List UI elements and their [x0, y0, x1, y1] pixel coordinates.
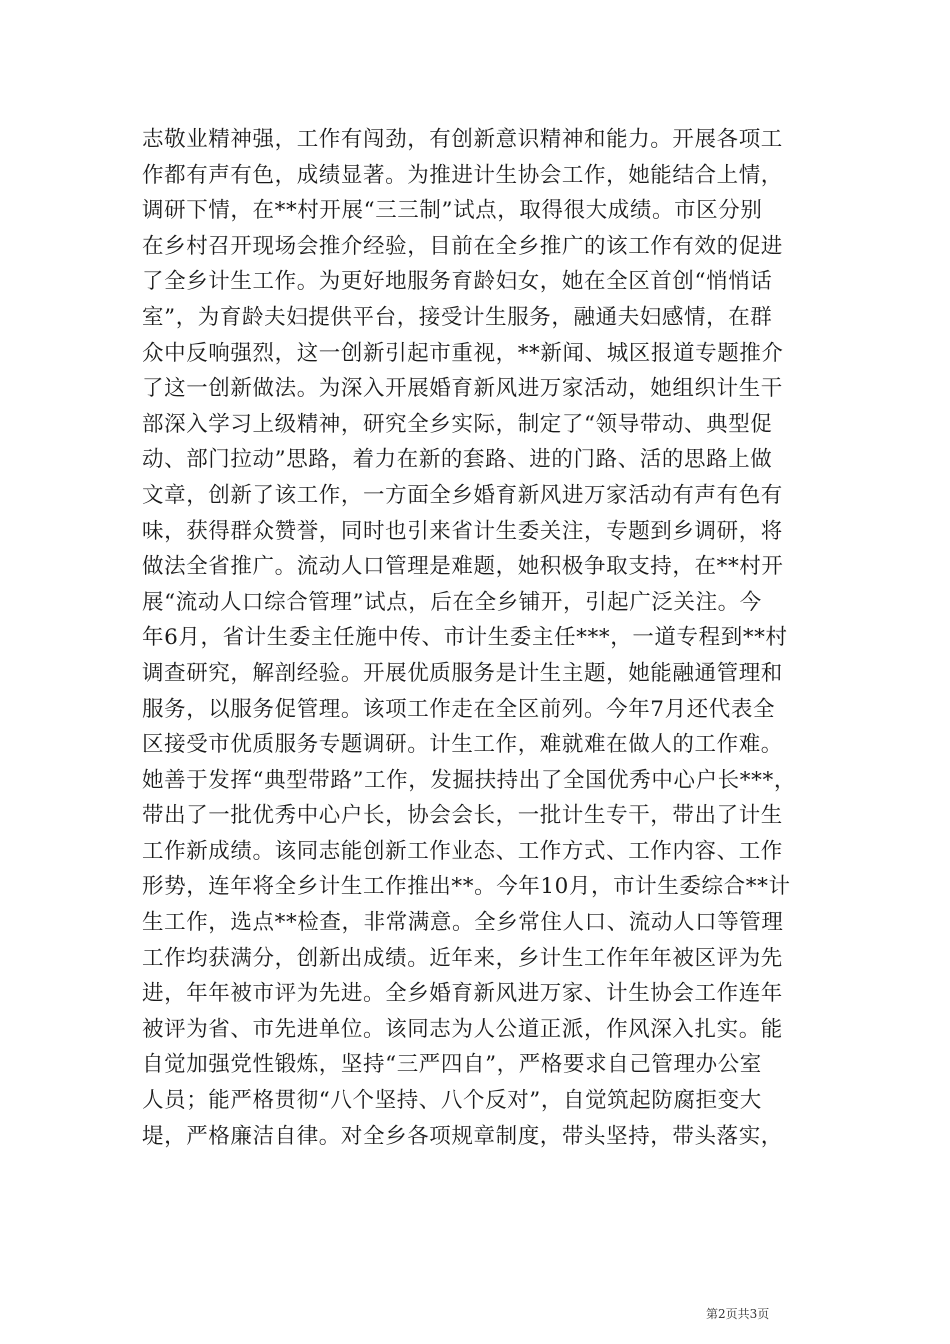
text-line: 形势，连年将全乡计生工作推出**。今年10月，市计生委综合**计: [142, 874, 791, 900]
text-line: 年6月，省计生委主任施中传、市计生委主任***，一道专程到**村: [142, 625, 788, 651]
text-line: 工作均获满分，创新出成绩。近年来，乡计生工作年年被区评为先: [142, 945, 783, 971]
text-line: 服务，以服务促管理。该项工作走在全区前列。今年7月还代表全: [142, 696, 776, 722]
text-line: 自觉加强党性锻炼，坚持“三严四自”，严格要求自己管理办公室: [142, 1052, 762, 1078]
text-line: 区接受市优质服务专题调研。计生工作，难就难在做人的工作难。: [142, 732, 783, 758]
text-line: 了全乡计生工作。为更好地服务育龄妇女，她在全区首创“悄悄话: [142, 269, 773, 295]
text-line: 部深入学习上级精神，研究全乡实际，制定了“领导带动、典型促: [142, 411, 773, 437]
text-line: 工作新成绩。该同志能创新工作业态、工作方式、工作内容、工作: [142, 838, 783, 864]
text-line: 了这一创新做法。为深入开展婚育新风进万家活动，她组织计生干: [142, 376, 783, 402]
text-line: 味，获得群众赞誉，同时也引来省计生委关注，专题到乡调研，将: [142, 518, 783, 544]
text-line: 她善于发挥“典型带路”工作，发掘扶持出了全国优秀中心户长***，: [142, 767, 796, 793]
text-line: 志敬业精神强，工作有闯劲，有创新意识精神和能力。开展各项工: [142, 127, 783, 152]
text-line: 作都有声有色，成绩显著。为推进计生协会工作，她能结合上情，: [142, 162, 783, 188]
text-line: 进，年年被市评为先进。全乡婚育新风进万家、计生协会工作连年: [142, 981, 783, 1007]
text-line: 室”，为育龄夫妇提供平台，接受计生服务，融通夫妇感情，在群: [142, 304, 773, 330]
text-line: 文章，创新了该工作，一方面全乡婚育新风进万家活动有声有色有: [142, 482, 783, 508]
page-number-footer: 第2页共3页: [706, 1307, 770, 1321]
text-line: 在乡村召开现场会推介经验，目前在全乡推广的该工作有效的促进: [142, 233, 783, 259]
body-text: [142, 122, 822, 1154]
text-line: 调研下情，在**村开展“三三制”试点，取得很大成绩。市区分别: [142, 198, 763, 224]
text-line: 展“流动人口综合管理”试点，后在全乡铺开，引起广泛关注。今: [142, 589, 762, 615]
text-line: 被评为省、市先进单位。该同志为人公道正派，作风深入扎实。能: [142, 1016, 783, 1042]
text-line: 堤，严格廉洁自律。对全乡各项规章制度，带头坚持，带头落实，: [142, 1123, 783, 1149]
text-line: 众中反响强烈，这一创新引起市重视，**新闻、城区报道专题推介: [142, 340, 784, 366]
text-line: 人员；能严格贯彻“八个坚持、八个反对”，自觉筑起防腐拒变大: [142, 1088, 762, 1114]
text-line: 带出了一批优秀中心户长，协会会长，一批计生专干，带出了计生: [142, 803, 783, 829]
text-line: 动、部门拉动”思路，着力在新的套路、进的门路、活的思路上做: [142, 447, 773, 473]
text-line: 生工作，选点**检查，非常满意。全乡常住人口、流动人口等管理: [142, 910, 784, 936]
text-line: 做法全省推广。流动人口管理是难题，她积极争取支持，在**村开: [142, 554, 784, 580]
text-line: 调查研究，解剖经验。开展优质服务是计生主题，她能融通管理和: [142, 660, 783, 686]
